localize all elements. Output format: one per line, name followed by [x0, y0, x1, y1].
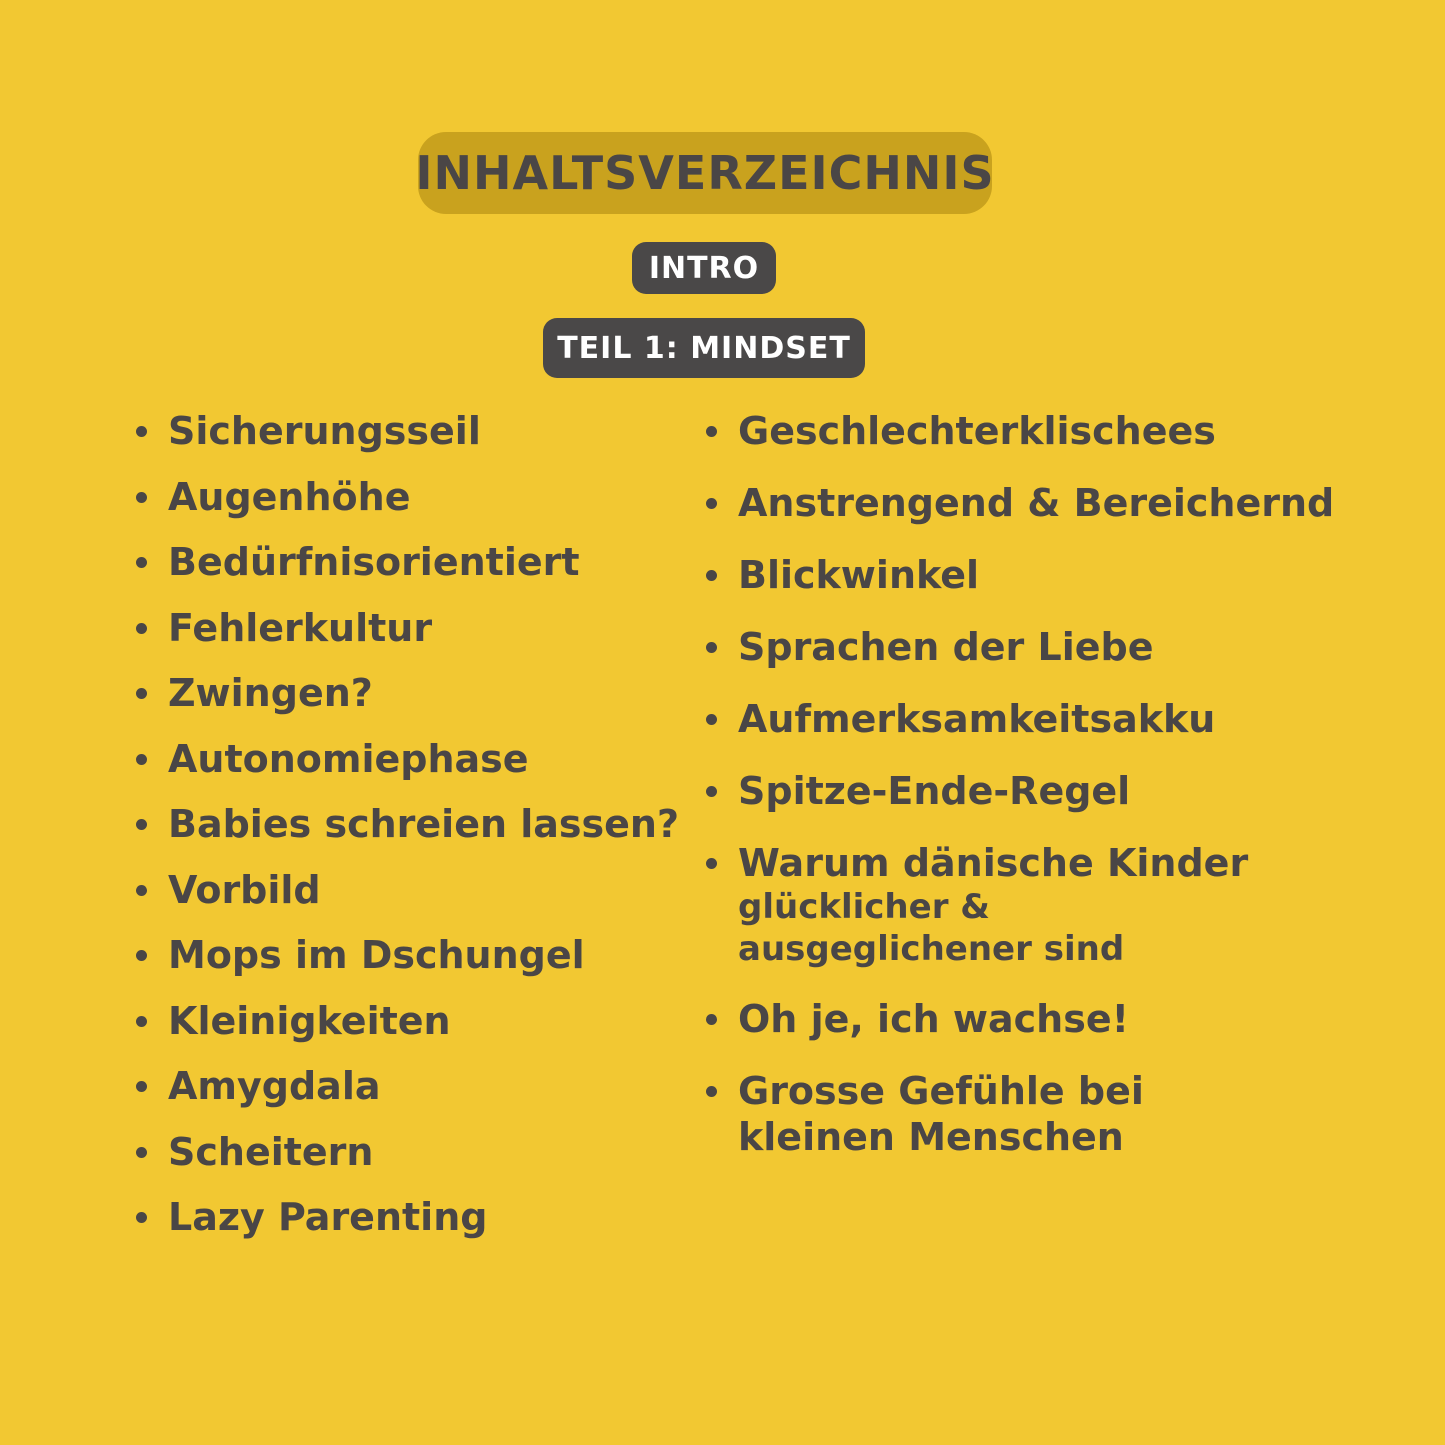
list-item [702, 996, 1342, 1042]
list-item-label: Vorbild [168, 867, 321, 912]
bullet-icon [706, 570, 717, 581]
bullet-icon [706, 786, 717, 797]
list-item [702, 552, 1342, 598]
list-item [132, 1063, 692, 1109]
list-item-label-line-1: Warum dänische Kinder [738, 841, 1249, 885]
list-item-label: Spitze-Ende-Regel [738, 769, 1131, 813]
list-item [702, 840, 1342, 970]
list-item-label: Augenhöhe [168, 474, 411, 519]
list-item-label: Geschlechterklischees [738, 409, 1216, 453]
list-item-label: Anstrengend & Bereichernd [738, 481, 1335, 525]
bullet-icon [136, 1016, 147, 1027]
list-item [132, 867, 692, 913]
bullet-icon [136, 426, 147, 437]
bullet-icon [706, 714, 717, 725]
bullet-icon [136, 492, 147, 503]
list-item [702, 768, 1342, 814]
bullet-icon [136, 754, 147, 765]
list-item-label-line-2: glücklicher & [738, 887, 990, 927]
bullet-icon [706, 1014, 717, 1025]
bullet-icon [136, 688, 147, 699]
bullet-icon [136, 885, 147, 896]
list-item-label: Sprachen der Liebe [738, 625, 1154, 669]
list-item [132, 539, 692, 585]
list-item-label: Bedürfnisorientiert [168, 540, 580, 584]
bullet-icon [706, 426, 717, 437]
list-item-label: Autonomiephase [168, 736, 529, 781]
left-column-list [132, 408, 692, 1260]
bullet-icon [706, 858, 717, 869]
list-item-label: Sicherungsseil [168, 409, 481, 453]
list-item-label: Lazy Parenting [168, 1195, 488, 1239]
bullet-icon [136, 557, 147, 568]
list-item-label-line-3: ausgeglichener sind [738, 929, 1125, 969]
list-item-label: Fehlerkultur [168, 605, 433, 650]
bullet-icon [706, 1086, 717, 1097]
list-item [132, 1194, 692, 1240]
page-title: INHALTSVERZEICHNIS [415, 146, 995, 200]
list-item [132, 932, 692, 978]
list-item [132, 605, 692, 651]
list-item [702, 408, 1342, 454]
title-highlight [415, 132, 995, 214]
list-item [702, 480, 1342, 526]
list-item-label: Babies schreien lassen? [168, 802, 680, 846]
list-item [132, 801, 692, 847]
bullet-icon [706, 498, 717, 509]
list-item-label: Amygdala [168, 1064, 381, 1108]
list-item [702, 624, 1342, 670]
list-item-label-line-1: Grosse Gefühle bei [738, 1069, 1144, 1113]
list-item [132, 408, 692, 454]
bullet-icon [136, 950, 147, 961]
part-label: TEIL 1: MINDSET [543, 318, 865, 378]
list-item [132, 670, 692, 716]
list-item-label-line-2: kleinen Menschen [738, 1115, 1124, 1159]
bullet-icon [136, 819, 147, 830]
bullet-icon [136, 1212, 147, 1223]
list-item-label: Oh je, ich wachse! [738, 997, 1129, 1041]
list-item-label: Scheitern [168, 1129, 374, 1174]
list-item-label: Mops im Dschungel [168, 933, 585, 977]
right-column-list [702, 408, 1342, 1186]
bullet-icon [706, 642, 717, 653]
bullet-icon [136, 1081, 147, 1092]
list-item-label: Blickwinkel [738, 553, 980, 597]
list-item [132, 736, 692, 782]
bullet-icon [136, 1147, 147, 1158]
list-item [702, 1068, 1342, 1160]
list-item-label: Kleinigkeiten [168, 998, 451, 1043]
list-item [132, 474, 692, 520]
list-item [132, 998, 692, 1044]
list-item-label: Aufmerksamkeitsakku [738, 697, 1216, 741]
list-item [132, 1129, 692, 1175]
bullet-icon [136, 623, 147, 634]
list-item-label: Zwingen? [168, 671, 373, 715]
intro-label: INTRO [632, 242, 776, 294]
list-item [702, 696, 1342, 742]
